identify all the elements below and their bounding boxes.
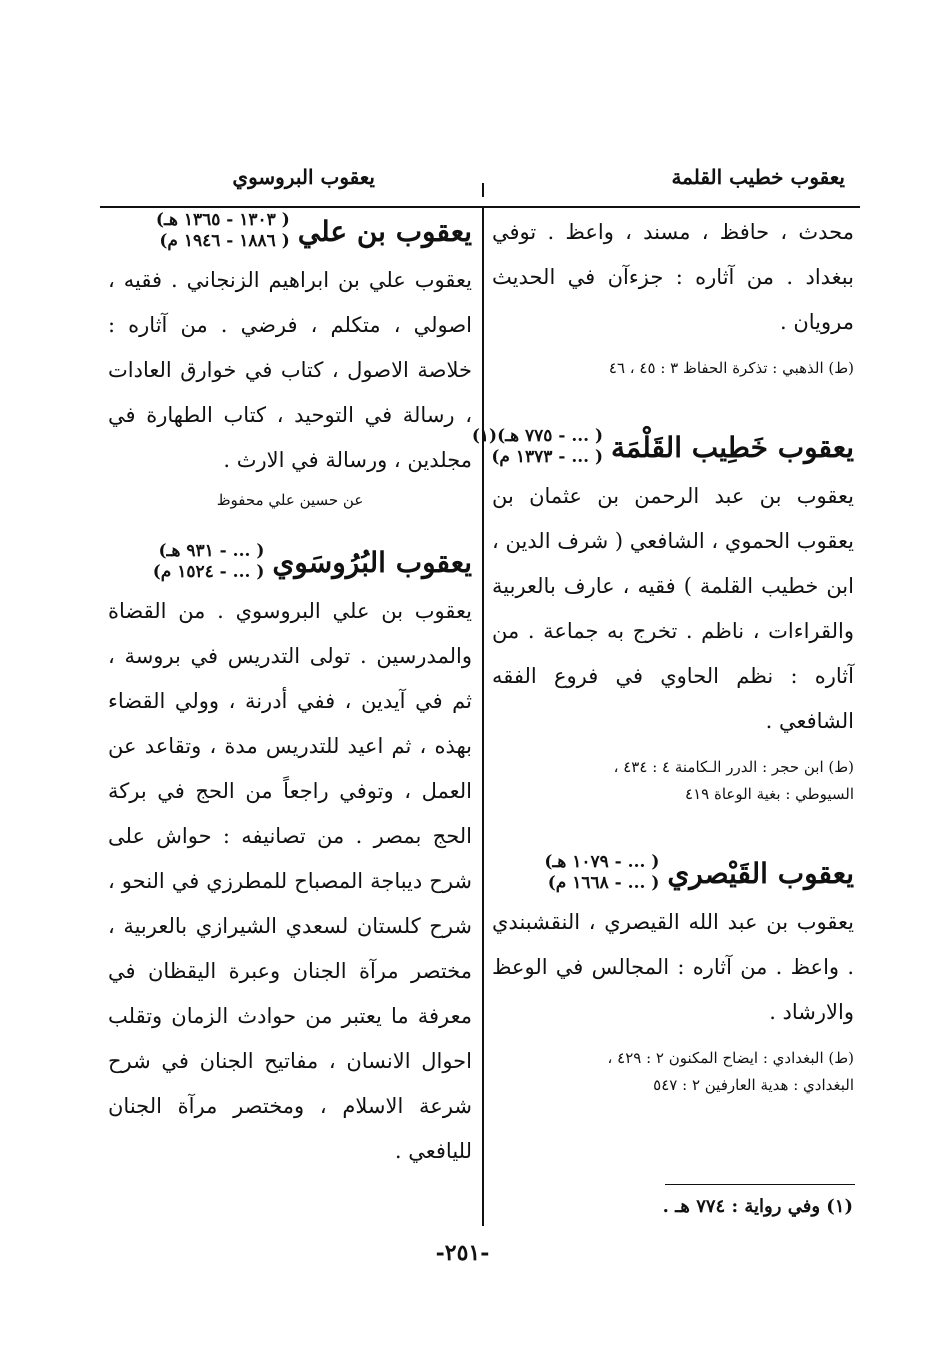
source-line-2: البغدادي : هدية العارفين ٢ : ٥٤٧ xyxy=(653,1076,854,1094)
entry-heading xyxy=(471,426,854,468)
entry-title: يعقوب خَطِيب القَلْمَة xyxy=(611,430,854,464)
continuation-entry xyxy=(492,210,854,382)
entry-dates xyxy=(544,852,659,894)
dates-gregorian: ( ... - ١٦٦٨ م) xyxy=(547,873,660,893)
continuation-text: محدث ، حافظ ، مسند ، واعظ . توفي ببغداد . من آثاره : جزءآن في الحديث مرويان . xyxy=(492,220,854,334)
entry-ibn-ali xyxy=(108,210,472,509)
footnote-marker: (١) xyxy=(471,426,498,446)
contributor-credit: عن حسين علي محفوظ xyxy=(216,491,364,509)
dates-gregorian: ( ... - ١٣٧٣ م) xyxy=(491,447,604,467)
entry-al-brusawi xyxy=(108,541,472,1174)
entry-text: يعقوب بن عبد الله القيصري ، النقشبندي . واعظ . من آثاره : المجالس في الوعظ والارشاد . xyxy=(492,910,854,1024)
entry-title: يعقوب البُرُوسَوي xyxy=(272,545,472,579)
right-column xyxy=(471,210,854,1099)
entry-heading xyxy=(108,541,472,583)
entry-text: يعقوب بن عبد الرحمن بن عثمان بن يعقوب الحموي ، الشافعي ( شرف الدين ، ابن خطيب القلمة ) فقيه ، عارف بالعربية والقراءات ، ناظم . تخرج به جماعة . من آثاره : نظم الحاوي في فروع الفقه الشافعي . xyxy=(492,484,854,733)
entry-source xyxy=(492,754,854,808)
entry-dates xyxy=(156,210,290,252)
entry-al-qaysari xyxy=(492,852,854,1099)
dates-hijri: ( ... - ٩٣١ هـ) xyxy=(158,541,265,561)
running-header-left: يعقوب البروسوي xyxy=(232,165,375,189)
entry-heading xyxy=(108,210,472,252)
entry-text: يعقوب بن علي البروسوي . من القضاة والمدرسين . تولى التدريس في بروسة ، ثم في آيدين ، ففي أدرنة ، وولي القضاء بهذه ، ثم اعيد للتدريس مدة ، وتقاعد عن العمل ، وتوفي راجعاً من الحج في بركة الحج بمصر . من تصانيفه : حواش على شرح ديباجة المصباح للمطرزي في النحو ، شرح كلستان لسعدي الشيرازي بالعربية ، مختصر مرآة الجنان وعبرة اليقظان في معرفة ما يعتبر من حوادث الزمان وتقلب احوال الانسان ، مفاتيح الجنان في شرح شرعة الاسلام ، ومختصر مرآة الجنان لليافعي . xyxy=(108,599,472,1163)
dates-hijri: ( ١٣٠٣ - ١٣٦٥ هـ) xyxy=(155,210,290,230)
source-line-1: (ط) ابن حجر : الدرر الـكامنة ٤ : ٤٣٤ ، xyxy=(613,758,854,776)
entry-title: يعقوب بن علي xyxy=(297,214,472,248)
dates-gregorian: ( ... - ١٥٢٤ م) xyxy=(152,562,265,582)
column-divider xyxy=(482,208,484,1226)
entry-dates xyxy=(472,426,603,468)
entry-source xyxy=(492,1045,854,1099)
entry-khatib-al-qalma xyxy=(471,426,854,808)
dates-hijri: ( ... - ١٠٧٩ هـ) xyxy=(544,852,660,872)
header-divider-tick xyxy=(482,183,484,197)
entry-text: يعقوب علي بن ابراهيم الزنجاني . فقيه ، اصولي ، متكلم ، فرضي . من آثاره : خلاصة الاصول ، كتاب في خوارق العادات ، رسالة في التوحيد ، كتاب الطهارة في مجلدين ، ورسالة في الارث . xyxy=(108,268,472,472)
footnote-rule xyxy=(665,1184,855,1185)
entry-heading xyxy=(492,852,854,894)
dates-gregorian: ( ١٨٨٦ - ١٩٤٦ م) xyxy=(159,231,290,251)
source-line-1: (ط) البغدادي : ايضاح المكنون ٢ : ٤٢٩ ، xyxy=(607,1049,854,1067)
page-number: -٢٥١- xyxy=(435,1240,490,1266)
source-line-2: السيوطي : بغية الوعاة ٤١٩ xyxy=(685,785,854,803)
continuation-source: (ط) الذهبي : تذكرة الحفاظ ٣ : ٤٥ ، ٤٦ xyxy=(608,359,854,377)
left-column xyxy=(108,210,472,1174)
entry-dates xyxy=(153,541,265,583)
running-header-right: يعقوب خطيب القلمة xyxy=(671,165,845,189)
footnote: (١) وفي رواية : ٧٧٤ هـ . xyxy=(662,1196,853,1217)
dates-hijri: ( ... - ٧٧٥ هـ)(١) xyxy=(471,426,604,446)
header-rule xyxy=(100,206,860,208)
entry-title: يعقوب القَيْصري xyxy=(667,856,854,890)
